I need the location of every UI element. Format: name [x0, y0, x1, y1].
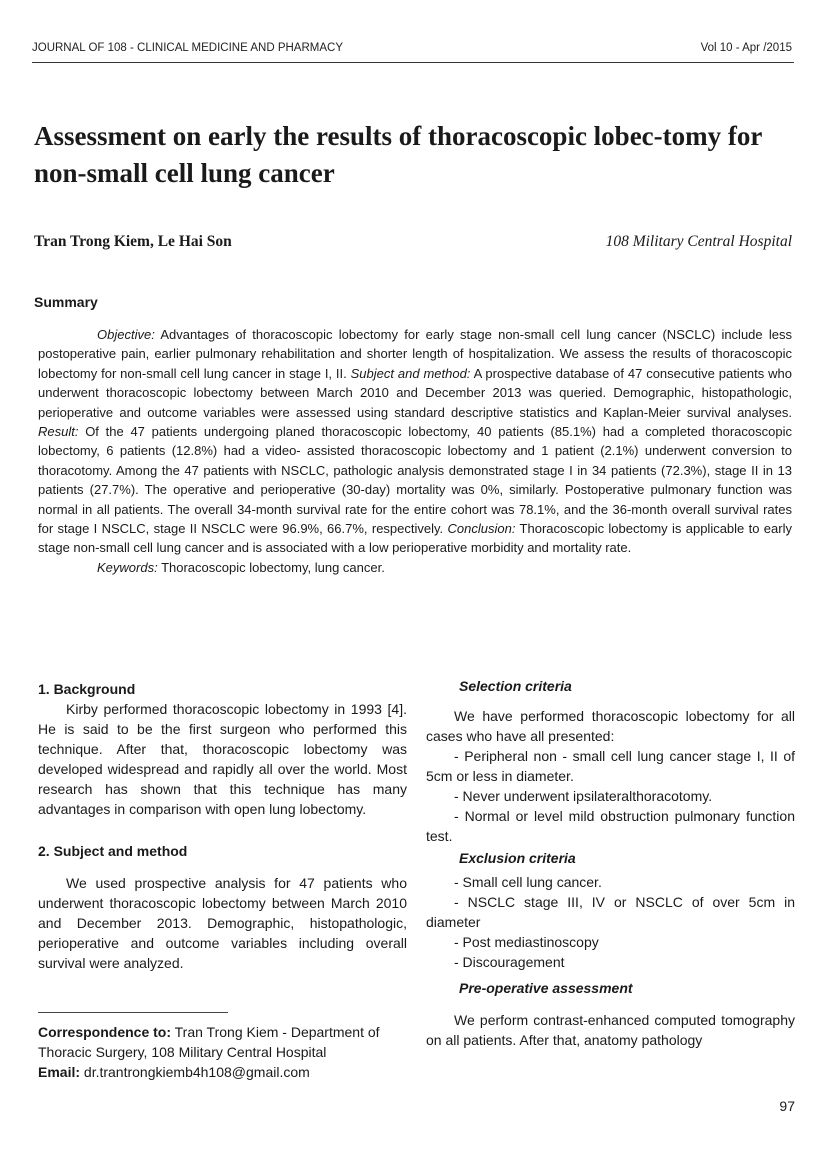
right-column: [426, 676, 795, 1050]
method-label: Subject and method:: [350, 365, 471, 381]
author-affiliation: 108 Military Central Hospital: [605, 233, 792, 250]
preop-heading: Pre-operative assessment: [459, 980, 633, 996]
footnote-divider: [38, 1012, 228, 1013]
header-divider: [32, 62, 794, 63]
result-text: Of the 47 patients undergoing planed thoracoscopic lobectomy, 40 patients (85.1%) had a completed thoracoscopic lobectomy, 6 patients (12.8%) had a video- assisted thoracoscopic lobectomy and 1 patient (2.1%) underwent conversion to thoracotomy. Among the 47 patients with NSCLC, pathologic analysis demonstrated stage I in 34 patients (72.3%), stage II in 13 patients (27.7%). The operative and perioperative (30-day) mortality was 0%, similarly. Postoperative pulmonary function was normal in all patients. The overall 34-month survival rate for the entire cohort was 78.1%, and the 36-month overall survival rates for stage I NSCLC, stage II NSCLC were 96.9%, 66.7%, respectively.: [38, 424, 792, 537]
running-header: [32, 42, 794, 62]
abstract: [38, 325, 792, 577]
selection-heading: Selection criteria: [459, 678, 572, 694]
keywords-label: Keywords:: [97, 559, 158, 575]
abstract-paragraph: [38, 325, 792, 558]
page-number: 97: [779, 1098, 795, 1114]
objective-text: Advantages of thoracoscopic lobectomy for early stage non-small cell lung cancer (NSCLC) include less postoperative pain, earlier pulmonary rehabilitation and shorter length of hospitalization. We assess the results of thoracoscopic lobectomy for non-small cell lung cancer in stage I, II.: [38, 327, 792, 381]
exclusion-item: - Post mediastinoscopy: [454, 934, 599, 950]
method-section-text: We used prospective analysis for 47 patients who underwent thoracoscopic lobectomy between March 2010 and December 2013. Demographic, histopathologic, perioperative and outcome variables including overall survival were analyzed.: [38, 875, 407, 971]
method-text: A prospective database of 47 consecutive patients who underwent thoracoscopic lobectomy between March 2010 and December 2013 was queried. Demographic, histopathologic, perioperative and outcome variables were assessed using standard descriptive statistics and Kaplan-Meier survival analyses.: [38, 365, 792, 420]
result-label: Result:: [38, 424, 79, 440]
keywords-text: Thoracoscopic lobectomy, lung cancer.: [157, 559, 385, 575]
summary-heading: Summary: [34, 294, 98, 310]
background-heading: 1. Background: [38, 681, 136, 697]
exclusion-item: - Small cell lung cancer.: [454, 874, 602, 890]
objective-label: Objective:: [97, 327, 155, 342]
correspondence-text: Tran Trong Kiem - Department of Thoracic Surgery, 108 Military Central Hospital: [38, 1024, 380, 1060]
method-heading: 2. Subject and method: [38, 843, 188, 859]
email-label: Email:: [38, 1064, 81, 1080]
exclusion-heading: Exclusion criteria: [459, 850, 576, 866]
exclusion-item: - Discouragement: [454, 954, 565, 970]
selection-intro: We have performed thoracoscopic lobectomy for all cases who have all presented:: [426, 708, 795, 744]
selection-item: - Normal or level mild obstruction pulmonary function test.: [426, 808, 795, 844]
correspondence-note: [38, 1022, 410, 1082]
journal-name: JOURNAL OF 108 - CLINICAL MEDICINE AND PHARMACY: [32, 42, 343, 54]
conclusion-label: Conclusion:: [447, 521, 516, 537]
volume-issue: Vol 10 - Apr /2015: [700, 42, 792, 54]
preop-text: We perform contrast-enhanced computed tomography on all patients. After that, anatomy pathology: [426, 1012, 795, 1048]
background-text: Kirby performed thoracoscopic lobectomy in 1993 [4]. He is said to be the first surgeon who performed this technique. After that, thoracoscopic lobectomy was developed widespread and rapidly all over the world. Most research has shown that this technique has many advantages in comparison with open lung lobectomy.: [38, 701, 407, 817]
selection-item: - Peripheral non - small cell lung cancer stage I, II of 5cm or less in diameter.: [426, 748, 795, 784]
correspondence-label: Correspondence to:: [38, 1024, 172, 1040]
conclusion-text: Thoracoscopic lobectomy is applicable to early stage non-small cell lung cancer and is associated with a low perioperative morbidity and mortality rate.: [38, 521, 792, 556]
exclusion-item: - NSCLC stage III, IV or NSCLC of over 5cm in diameter: [426, 894, 795, 930]
email-address: dr.trantrongkiemb4h108@gmail.com: [80, 1064, 310, 1080]
article-title: Assessment on early the results of thoracoscopic lobec-tomy for non-small cell lung cancer: [34, 121, 762, 188]
keywords-line: [38, 558, 792, 577]
author-list: Tran Trong Kiem, Le Hai Son: [34, 233, 232, 250]
left-column: [38, 679, 407, 973]
selection-item: - Never underwent ipsilateralthoracotomy.: [454, 788, 713, 804]
